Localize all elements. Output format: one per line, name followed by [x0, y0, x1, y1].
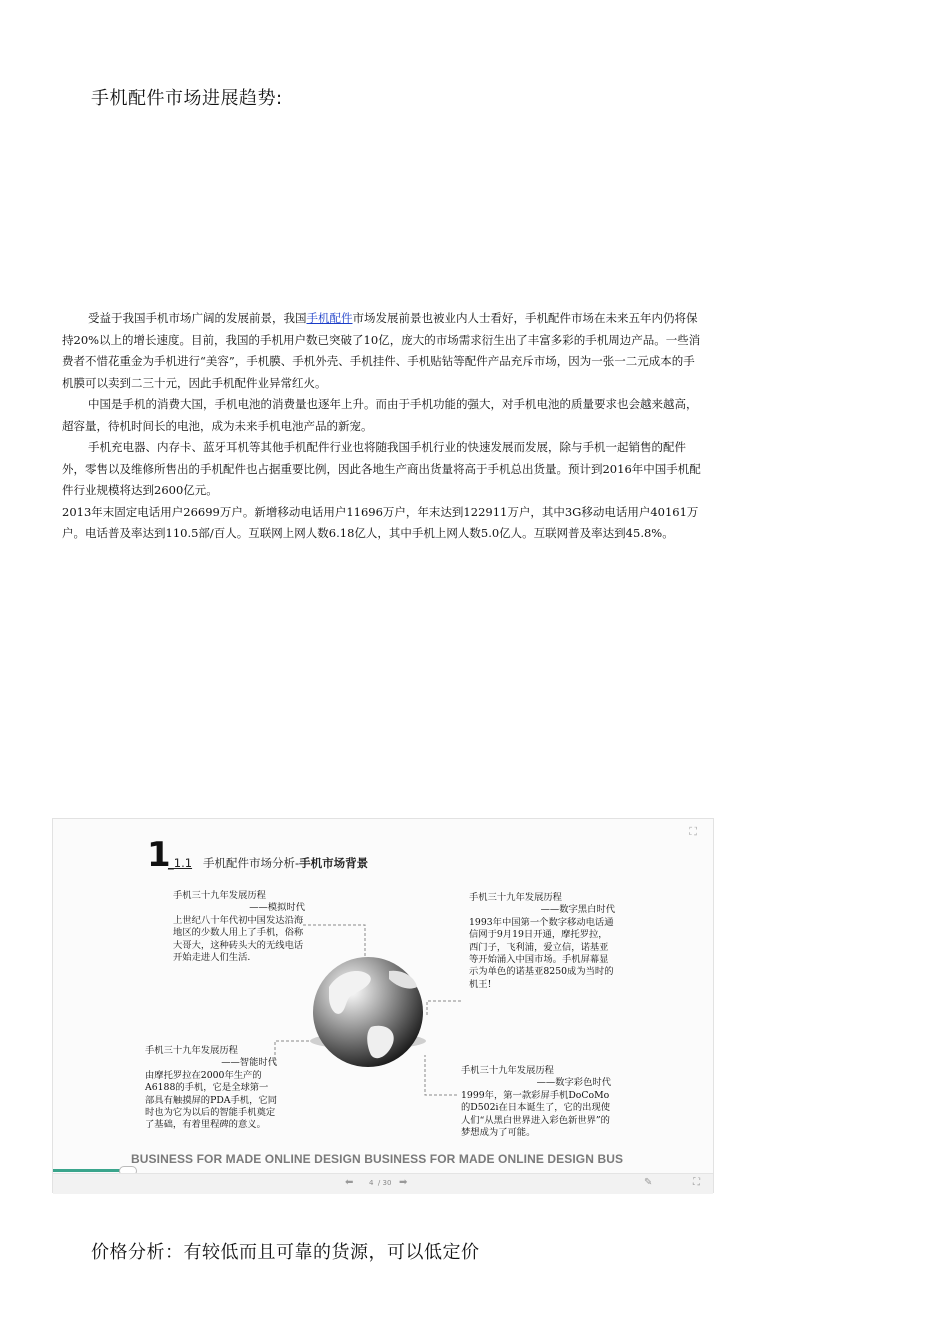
fullscreen-icon[interactable]: ⛶ — [689, 825, 697, 838]
slide-toolbar — [53, 1173, 713, 1194]
slide-progress-bar[interactable] — [53, 1169, 125, 1172]
slide-title-bold: 手机市场背景 — [299, 856, 369, 870]
block-era: ——模拟时代 — [249, 902, 305, 914]
slide-graphics — [53, 819, 715, 1194]
fullscreen-icon[interactable]: ⛶ — [693, 1177, 700, 1188]
block-heading: 手机三十九年发展历程 — [461, 1065, 554, 1076]
history-block-digital-bw — [469, 892, 615, 991]
slide-number: 1 — [147, 835, 171, 875]
pencil-icon[interactable]: ✎ — [644, 1177, 653, 1188]
accessories-link[interactable]: 手机配件 — [306, 311, 353, 325]
history-block-analog — [173, 890, 305, 964]
block-era: ——智能时代 — [221, 1057, 277, 1069]
body-text — [62, 308, 702, 545]
paragraph-3: 手机充电器、内存卡、蓝牙耳机等其他手机配件行业也将随我国手机行业的快速发展而发展，除与手机一起销售的配件外，零售以及维修所售出的手机配件也占据重要比例，因此各地生产商出货量将高于手机总出货量。预计到2016年中国手机配件行业规模将达到2600亿元。 — [62, 440, 701, 497]
paragraph-1-text-a: 受益于我国手机市场广阔的发展前景，我国 — [88, 311, 307, 325]
arrow-left-icon[interactable]: ⬅ — [345, 1177, 354, 1188]
page-current: 4 — [369, 1179, 374, 1187]
page-total: / 30 — [377, 1179, 392, 1187]
block-era: ——数字黑白时代 — [540, 904, 615, 916]
heading-market-trend: 手机配件市场进展趋势: — [91, 88, 283, 109]
block-heading: 手机三十九年发展历程 — [173, 890, 266, 901]
history-block-smart — [145, 1045, 277, 1132]
history-block-digital-color — [461, 1065, 611, 1139]
block-heading: 手机三十九年发展历程 — [469, 892, 562, 903]
block-era: ——数字彩色时代 — [536, 1077, 611, 1089]
slide-title-prefix: _1.1 — [168, 856, 193, 870]
slide-banner: BUSINESS FOR MADE ONLINE DESIGN BUSINESS FOR MADE ONLINE DESIGN BUS — [131, 1152, 624, 1166]
block-body: 1999年，第一款彩屏手机DoCoMo的D502i在日本诞生了，它的出现使人们“从黑白世界进入彩色新世界”的梦想成为了可能。 — [461, 1089, 611, 1139]
paragraph-2: 中国是手机的消费大国，手机电池的消费量也逐年上升。而由于手机功能的强大，对手机电池的质量要求也会越来越高，超容量，待机时间长的电池，成为未来手机电池产品的新宠。 — [62, 397, 698, 433]
heading-price-analysis: 价格分析：有较低而且可靠的货源，可以低定价 — [91, 1242, 480, 1263]
paragraph-1-text-b: 市场发展前景也被业内人士看好，手机配件市场在未来五年内仍将保持20%以上的增长速度。目前，我国的手机用户数已突破了10亿，庞大的市场需求衍生出了丰富多彩的手机周边产品。一些消费者不惜花重金为手机进行“美容”，手机膜、手机外壳、手机挂件、手机贴钻等配件产品充斥市场，因为一张一二元成本的手机膜可以卖到二三十元，因此手机配件业异常红火。 — [62, 311, 701, 390]
slide-title-text: 手机配件市场分析- — [203, 856, 300, 870]
slide-pager — [369, 1179, 391, 1187]
block-body: 1993年中国第一个数字移动电话通信网于9月19日开通，摩托罗拉，西门子，飞利浦，爱立信，诺基亚等开始涌入中国市场。手机屏幕显示为单色的诺基亚8250成为当时的机王! — [469, 916, 614, 990]
arrow-right-icon[interactable]: ➡ — [399, 1177, 408, 1188]
block-body: 由摩托罗拉在2000年生产的A6188的手机，它是全球第一部具有触摸屏的PDA手机，它同时也为它为以后的智能手机奠定了基础，有着里程碑的意义。 — [145, 1069, 277, 1131]
block-body: 上世纪八十年代初中国发达沿海地区的少数人用上了手机，俗称大哥大，这种砖头大的无线电话开始走进人们生活. — [173, 914, 304, 964]
slide-viewer[interactable] — [52, 818, 714, 1193]
globe-icon — [310, 957, 426, 1067]
paragraph-1 — [62, 308, 702, 394]
paragraph-4: 2013年末固定电话用户26699万户。新增移动电话用户11696万户，年末达到122911万户，其中3G移动电话用户40161万户。电话普及率达到110.5部/百人。互联网上网人数6.18亿人，其中手机上网人数5.0亿人。互联网普及率达到45.8%。 — [62, 504, 699, 540]
block-heading: 手机三十九年发展历程 — [145, 1045, 238, 1056]
